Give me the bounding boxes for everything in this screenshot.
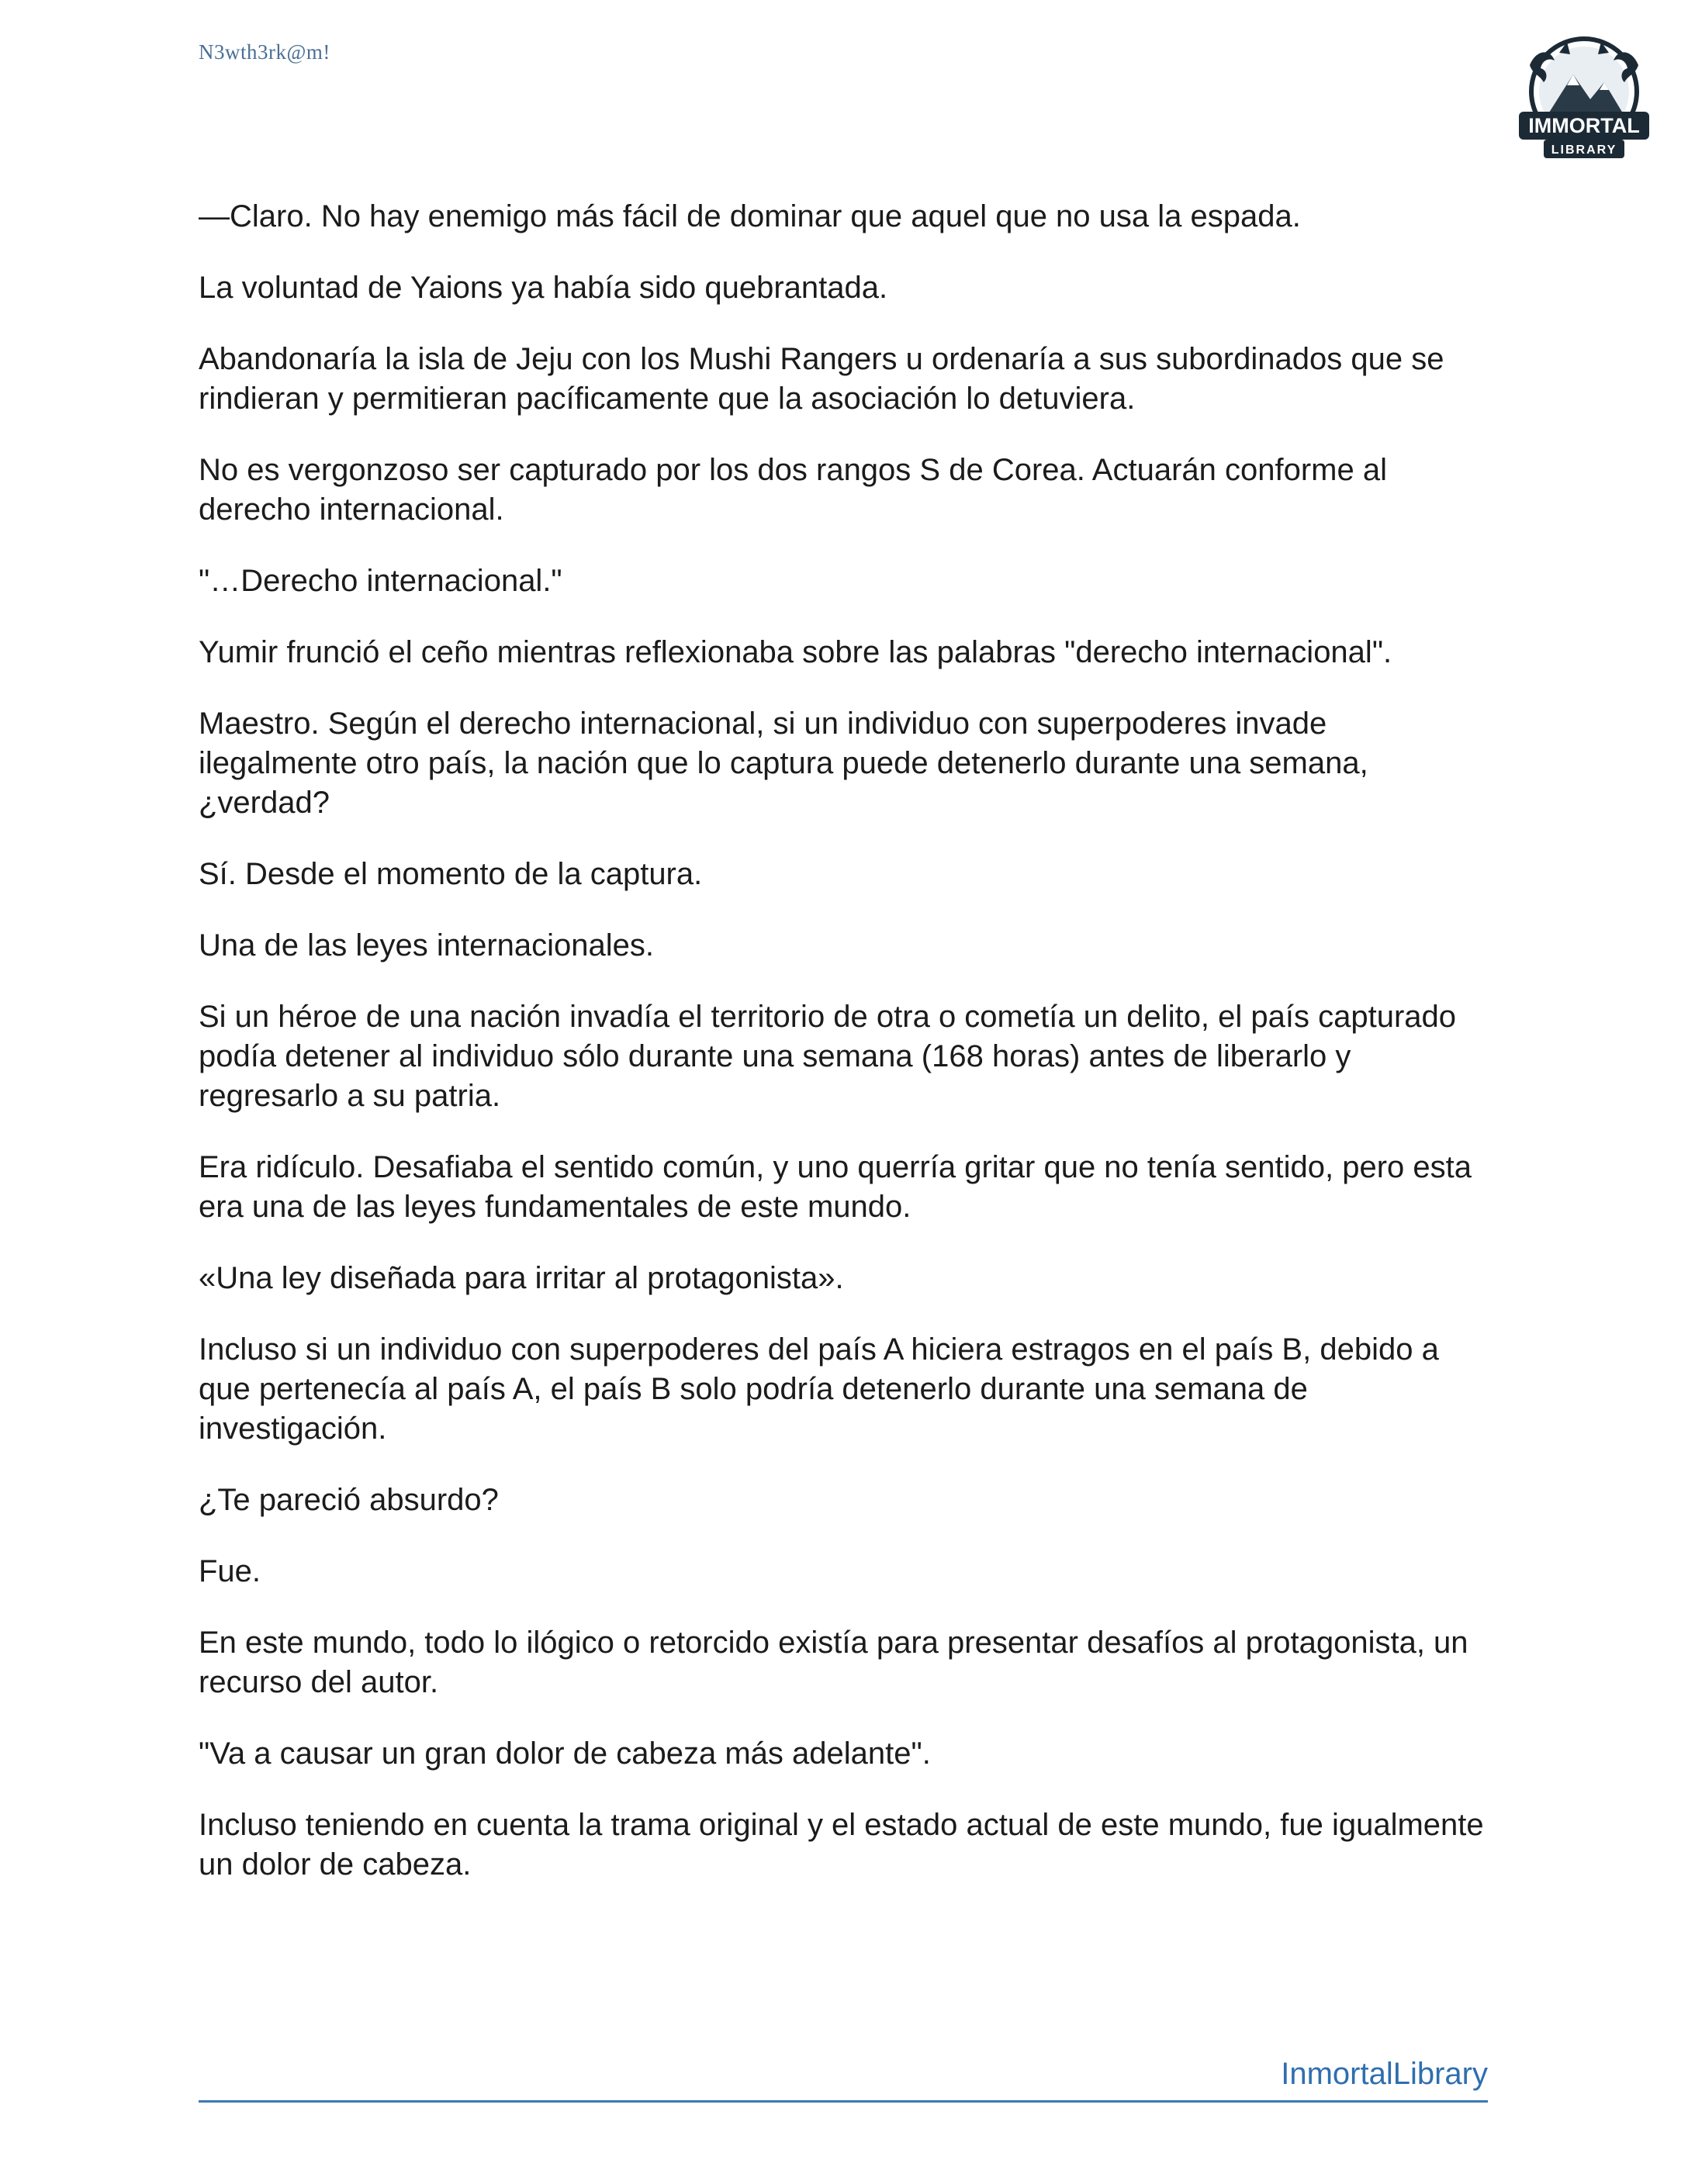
paragraph: La voluntad de Yaions ya había sido quebrantada. bbox=[199, 271, 888, 305]
paragraph: Sí. Desde el momento de la captura. bbox=[199, 857, 703, 891]
paragraph: Si un héroe de una nación invadía el territorio de otra o cometía un delito, el país capturado podía detener al individuo sólo durante una semana (168 horas) antes de liberarlo y regresarlo a su patria. bbox=[199, 1000, 1457, 1113]
logo-text-library: LIBRARY bbox=[1551, 143, 1617, 157]
immortal-library-logo bbox=[1513, 34, 1655, 164]
paragraph: En este mundo, todo lo ilógico o retorcido existía para presentar desafíos al protagonista, un recurso del autor. bbox=[199, 1626, 1468, 1699]
paragraph: "…Derecho internacional." bbox=[199, 564, 562, 598]
paragraph: "Va a causar un gran dolor de cabeza más adelante". bbox=[199, 1736, 931, 1771]
paragraph: No es vergonzoso ser capturado por los dos rangos S de Corea. Actuarán conforme al derecho internacional. bbox=[199, 453, 1387, 527]
paragraph: Incluso si un individuo con superpoderes del país A hiciera estragos en el país B, debido a que pertenecía al país A, el país B solo podría detenerlo durante una semana de investigación. bbox=[199, 1332, 1439, 1446]
paragraph: Fue. bbox=[199, 1554, 261, 1588]
footer bbox=[199, 2055, 1488, 2103]
document-body bbox=[199, 197, 1486, 1916]
watermark-text: N3wth3rk@m! bbox=[199, 40, 330, 64]
paragraph: Yumir frunció el ceño mientras reflexionaba sobre las palabras "derecho internacional". bbox=[199, 635, 1392, 669]
paragraph: —Claro. No hay enemigo más fácil de dominar que aquel que no usa la espada. bbox=[199, 199, 1301, 233]
paragraph: Una de las leyes internacionales. bbox=[199, 928, 655, 962]
paragraph: Incluso teniendo en cuenta la trama original y el estado actual de este mundo, fue igualmente un dolor de cabeza. bbox=[199, 1808, 1484, 1882]
paragraph: Era ridículo. Desafiaba el sentido común, y uno querría gritar que no tenía sentido, pero esta era una de las leyes fundamentales de este mundo. bbox=[199, 1150, 1472, 1224]
paragraph: Abandonaría la isla de Jeju con los Mushi Rangers u ordenaría a sus subordinados que se rindieran y permitieran pacíficamente que la asociación lo detuviera. bbox=[199, 342, 1444, 416]
paragraph: «Una ley diseñada para irritar al protagonista». bbox=[199, 1261, 844, 1295]
logo-text-immortal: IMMORTAL bbox=[1528, 114, 1640, 137]
paragraph: Maestro. Según el derecho internacional, si un individuo con superpoderes invade ilegalmente otro país, la nación que lo captura puede detenerlo durante una semana, ¿verdad? bbox=[199, 707, 1368, 820]
footer-link-inmortal-library[interactable]: InmortalLibrary bbox=[1281, 2057, 1488, 2091]
paragraph: ¿Te pareció absurdo? bbox=[199, 1483, 499, 1517]
